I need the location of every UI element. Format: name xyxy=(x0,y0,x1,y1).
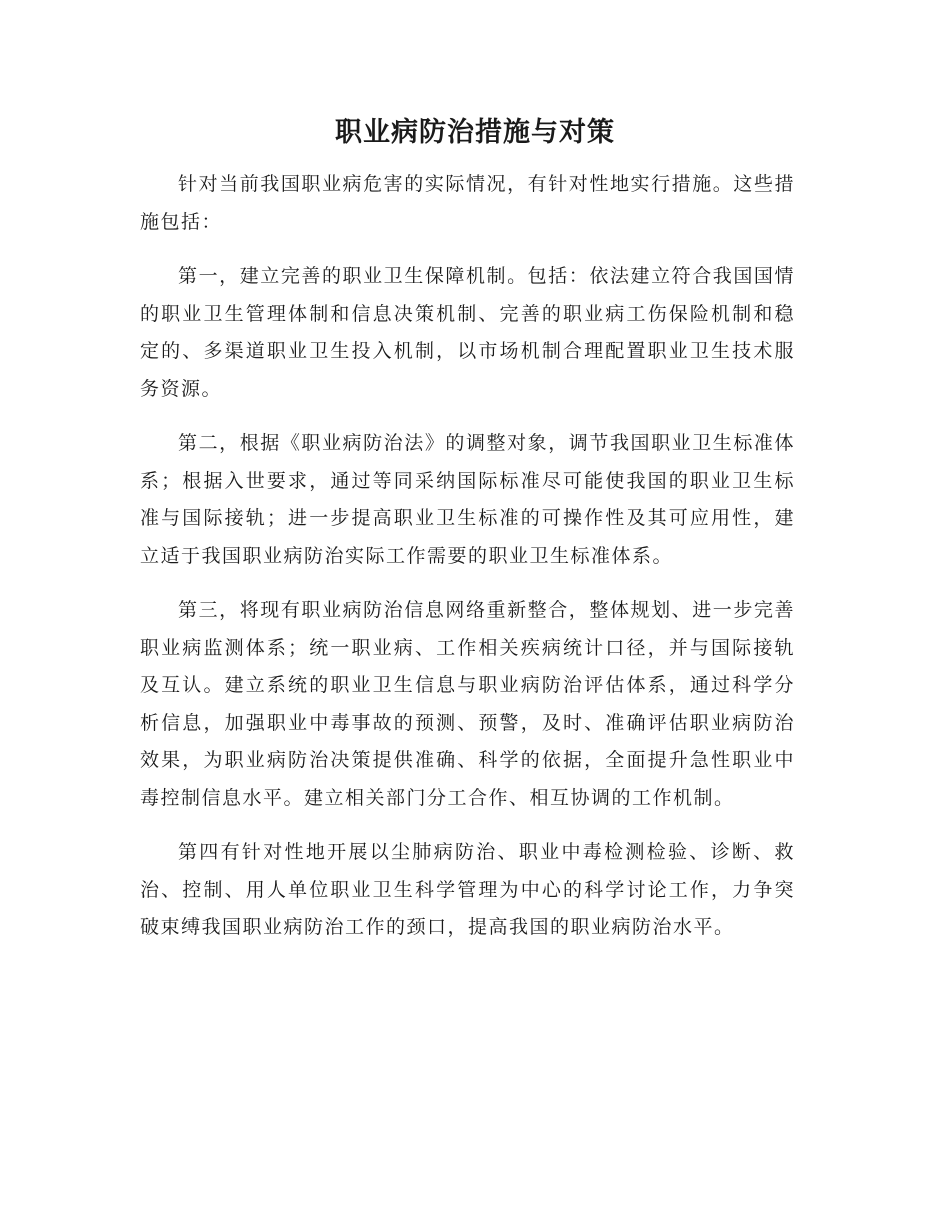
paragraph-fourth-measure: 第四有针对性地开展以尘肺病防治、职业中毒检测检验、诊断、救治、控制、用人单位职业卫生科学管理为中心的科学讨论工作，力争突破束缚我国职业病防治工作的颈口，提高我国的职业病防治水平。 xyxy=(140,841,795,938)
document-body xyxy=(140,166,795,964)
paragraph-third-measure: 第三，将现有职业病防治信息网络重新整合，整体规划、进一步完善职业病监测体系；统一职业病、工作相关疾病统计口径，并与国际接轨及互认。建立系统的职业卫生信息与职业病防治评估体系，通过科学分析信息，加强职业中毒事故的预测、预警，及时、准确评估职业病防治效果，为职业病防治决策提供准确、科学的依据，全面提升急性职业中毒控制信息水平。建立相关部门分工合作、相互协调的工作机制。 xyxy=(140,599,795,809)
paragraph-first-measure: 第一，建立完善的职业卫生保障机制。包括：依法建立符合我国国情的职业卫生管理体制和信息决策机制、完善的职业病工伤保险机制和稳定的、多渠道职业卫生投入机制，以市场机制合理配置职业卫生技术服务资源。 xyxy=(140,265,795,400)
document-title: 职业病防治措施与对策 xyxy=(335,117,615,148)
paragraph-intro: 针对当前我国职业病危害的实际情况，有针对性地实行措施。这些措施包括： xyxy=(140,173,795,233)
paragraph-second-measure: 第二，根据《职业病防治法》的调整对象，调节我国职业卫生标准体系；根据入世要求，通过等同采纳国际标准尽可能使我国的职业卫生标准与国际接轨；进一步提高职业卫生标准的可操作性及其可应用性，建立适于我国职业病防治实际工作需要的职业卫生标准体系。 xyxy=(140,432,795,567)
